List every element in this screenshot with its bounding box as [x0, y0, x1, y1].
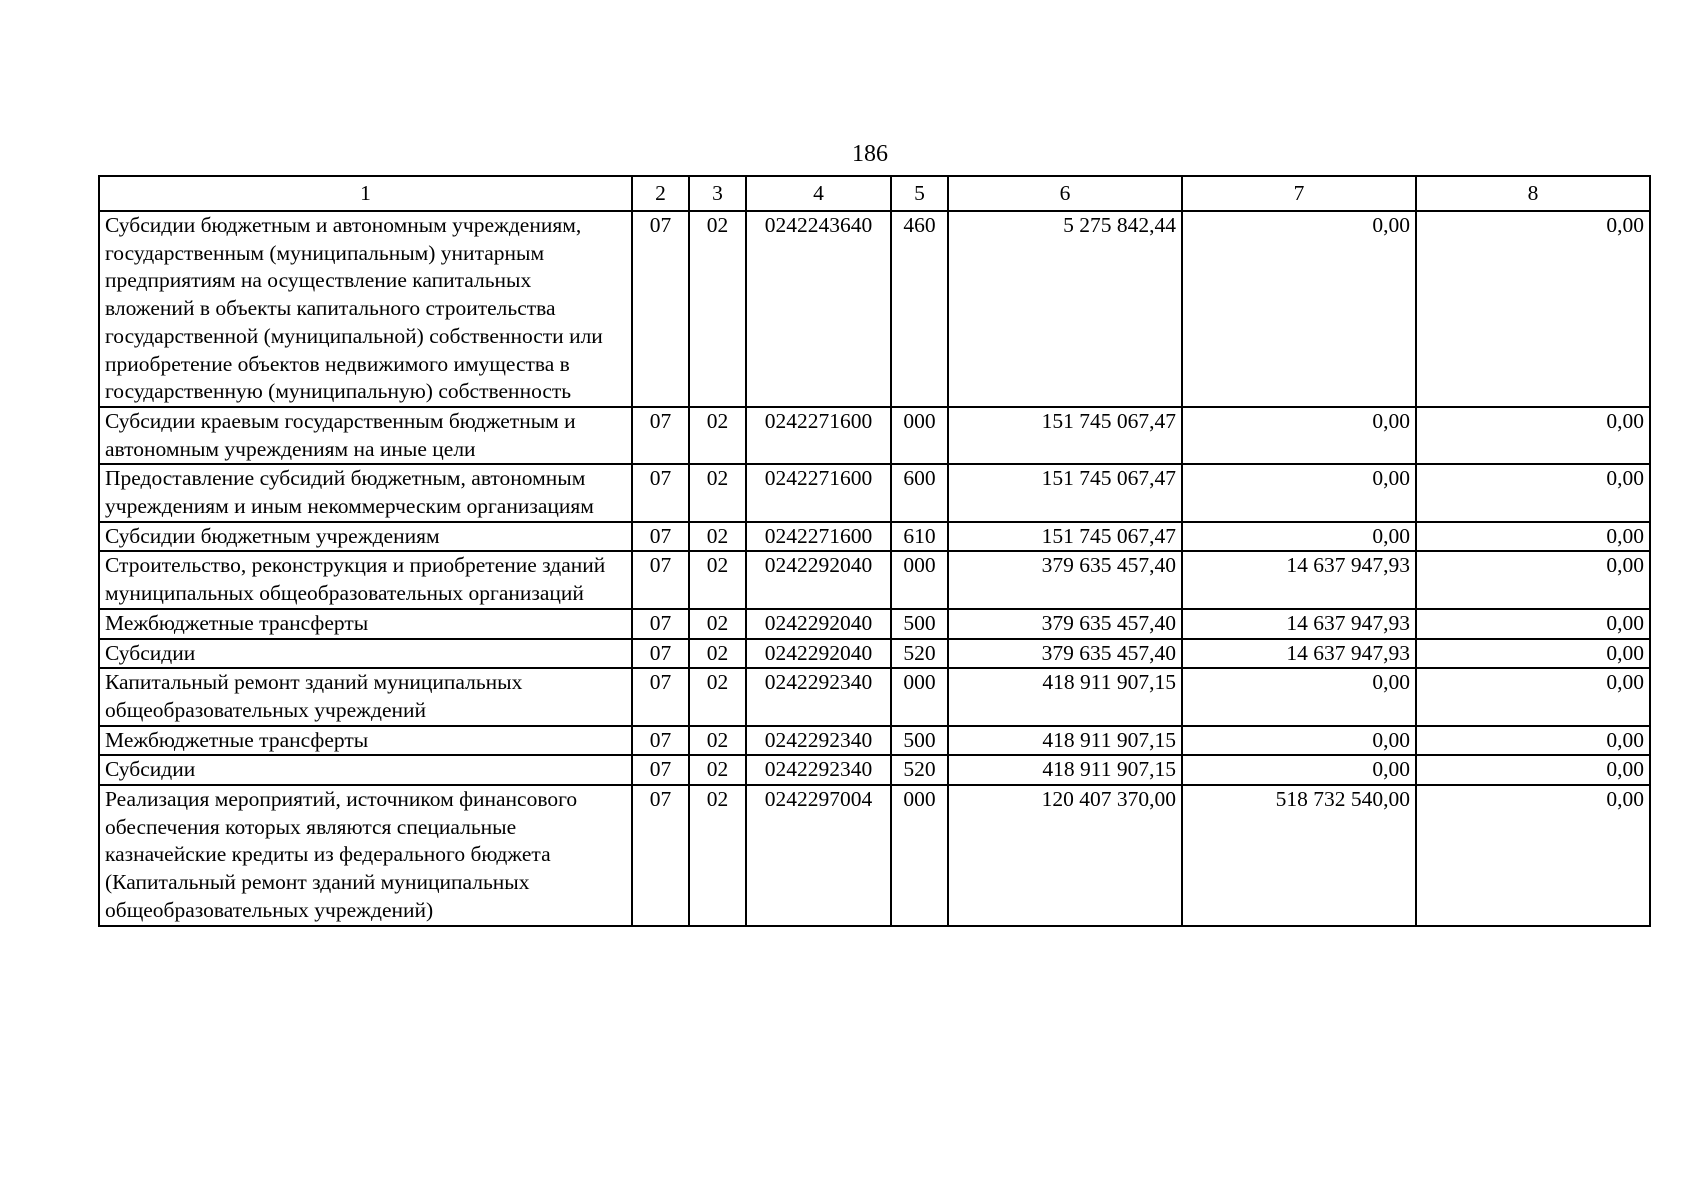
- row-amount-7: 0,00: [1182, 726, 1416, 756]
- row-amount-8: 0,00: [1416, 211, 1650, 407]
- row-expense-type: 000: [891, 551, 948, 608]
- row-subsection: 02: [689, 785, 746, 926]
- row-subsection: 02: [689, 551, 746, 608]
- row-section: 07: [632, 551, 689, 608]
- row-amount-7: 0,00: [1182, 755, 1416, 785]
- row-subsection: 02: [689, 464, 746, 521]
- page-number: 186: [852, 141, 888, 167]
- row-name: Реализация мероприятий, источником финансового обеспечения которых являются специальные казначейские кредиты из федерального бюджета (Капитальный ремонт зданий муниципальных общеобразовательных учреждений): [99, 785, 632, 926]
- row-target-code: 0242243640: [746, 211, 891, 407]
- column-header-6: 6: [948, 176, 1182, 211]
- row-amount-8: 0,00: [1416, 755, 1650, 785]
- row-amount-8: 0,00: [1416, 609, 1650, 639]
- row-amount-6: 379 635 457,40: [948, 639, 1182, 669]
- row-amount-8: 0,00: [1416, 726, 1650, 756]
- row-amount-7: 0,00: [1182, 522, 1416, 552]
- row-expense-type: 460: [891, 211, 948, 407]
- table-row: [99, 726, 1650, 756]
- row-target-code: 0242292340: [746, 668, 891, 725]
- row-amount-8: 0,00: [1416, 668, 1650, 725]
- row-subsection: 02: [689, 668, 746, 725]
- row-section: 07: [632, 785, 689, 926]
- row-amount-6: 418 911 907,15: [948, 726, 1182, 756]
- row-target-code: 0242292040: [746, 551, 891, 608]
- row-expense-type: 600: [891, 464, 948, 521]
- table-row: [99, 464, 1650, 521]
- row-target-code: 0242297004: [746, 785, 891, 926]
- row-section: 07: [632, 464, 689, 521]
- row-name: Строительство, реконструкция и приобретение зданий муниципальных общеобразовательных организаций: [99, 551, 632, 608]
- row-target-code: 0242292040: [746, 639, 891, 669]
- row-subsection: 02: [689, 609, 746, 639]
- row-expense-type: 000: [891, 785, 948, 926]
- row-amount-6: 151 745 067,47: [948, 522, 1182, 552]
- row-amount-6: 151 745 067,47: [948, 464, 1182, 521]
- row-target-code: 0242292040: [746, 609, 891, 639]
- row-section: 07: [632, 726, 689, 756]
- row-expense-type: 000: [891, 407, 948, 464]
- row-amount-6: 151 745 067,47: [948, 407, 1182, 464]
- row-amount-6: 5 275 842,44: [948, 211, 1182, 407]
- row-name: Субсидии краевым государственным бюджетным и автономным учреждениям на иные цели: [99, 407, 632, 464]
- row-name: Капитальный ремонт зданий муниципальных общеобразовательных учреждений: [99, 668, 632, 725]
- column-number-row: [99, 176, 1650, 211]
- row-amount-7: 0,00: [1182, 464, 1416, 521]
- row-expense-type: 500: [891, 726, 948, 756]
- row-expense-type: 610: [891, 522, 948, 552]
- row-section: 07: [632, 211, 689, 407]
- row-section: 07: [632, 639, 689, 669]
- table-row: [99, 551, 1650, 608]
- row-expense-type: 520: [891, 755, 948, 785]
- table-row: [99, 785, 1650, 926]
- row-subsection: 02: [689, 211, 746, 407]
- row-subsection: 02: [689, 639, 746, 669]
- row-subsection: 02: [689, 522, 746, 552]
- row-subsection: 02: [689, 755, 746, 785]
- row-name: Субсидии бюджетным и автономным учреждениям, государственным (муниципальным) унитарным предприятиям на осуществление капитальных вложений в объекты капитального строительства государственной (муниципальной) собственности или приобретение объектов недвижимого имущества в государственную (муниципальную) собственность: [99, 211, 632, 407]
- row-target-code: 0242271600: [746, 464, 891, 521]
- row-amount-8: 0,00: [1416, 407, 1650, 464]
- row-amount-7: 14 637 947,93: [1182, 639, 1416, 669]
- budget-table: [98, 175, 1651, 927]
- column-header-4: 4: [746, 176, 891, 211]
- row-name: Межбюджетные трансферты: [99, 726, 632, 756]
- row-target-code: 0242271600: [746, 407, 891, 464]
- row-name: Субсидии бюджетным учреждениям: [99, 522, 632, 552]
- row-amount-6: 379 635 457,40: [948, 609, 1182, 639]
- table-row: [99, 609, 1650, 639]
- row-amount-6: 418 911 907,15: [948, 755, 1182, 785]
- row-name: Субсидии: [99, 639, 632, 669]
- row-amount-7: 0,00: [1182, 668, 1416, 725]
- row-amount-6: 120 407 370,00: [948, 785, 1182, 926]
- row-amount-6: 418 911 907,15: [948, 668, 1182, 725]
- row-section: 07: [632, 668, 689, 725]
- column-header-2: 2: [632, 176, 689, 211]
- table-row: [99, 668, 1650, 725]
- table-row: [99, 755, 1650, 785]
- column-header-1: 1: [99, 176, 632, 211]
- row-subsection: 02: [689, 407, 746, 464]
- row-expense-type: 500: [891, 609, 948, 639]
- row-section: 07: [632, 609, 689, 639]
- column-header-3: 3: [689, 176, 746, 211]
- row-name: Межбюджетные трансферты: [99, 609, 632, 639]
- row-amount-8: 0,00: [1416, 785, 1650, 926]
- row-section: 07: [632, 522, 689, 552]
- row-amount-8: 0,00: [1416, 639, 1650, 669]
- row-amount-8: 0,00: [1416, 464, 1650, 521]
- row-amount-8: 0,00: [1416, 551, 1650, 608]
- row-amount-7: 14 637 947,93: [1182, 551, 1416, 608]
- row-section: 07: [632, 755, 689, 785]
- table-row: [99, 407, 1650, 464]
- row-amount-7: 518 732 540,00: [1182, 785, 1416, 926]
- row-section: 07: [632, 407, 689, 464]
- row-amount-8: 0,00: [1416, 522, 1650, 552]
- table-row: [99, 522, 1650, 552]
- column-header-5: 5: [891, 176, 948, 211]
- row-amount-7: 14 637 947,93: [1182, 609, 1416, 639]
- row-expense-type: 000: [891, 668, 948, 725]
- row-amount-6: 379 635 457,40: [948, 551, 1182, 608]
- row-target-code: 0242292340: [746, 755, 891, 785]
- row-expense-type: 520: [891, 639, 948, 669]
- row-target-code: 0242292340: [746, 726, 891, 756]
- row-amount-7: 0,00: [1182, 407, 1416, 464]
- column-header-7: 7: [1182, 176, 1416, 211]
- table-row: [99, 639, 1650, 669]
- row-subsection: 02: [689, 726, 746, 756]
- row-target-code: 0242271600: [746, 522, 891, 552]
- row-name: Предоставление субсидий бюджетным, автономным учреждениям и иным некоммерческим организациям: [99, 464, 632, 521]
- column-header-8: 8: [1416, 176, 1650, 211]
- row-name: Субсидии: [99, 755, 632, 785]
- row-amount-7: 0,00: [1182, 211, 1416, 407]
- table-row: [99, 211, 1650, 407]
